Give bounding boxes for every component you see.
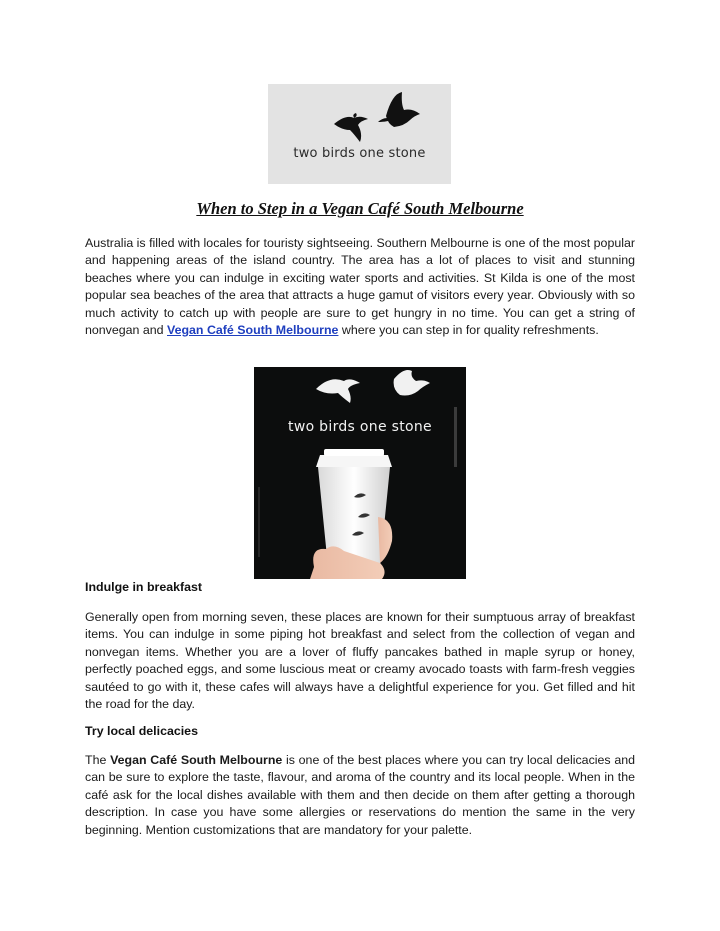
sign-text: two birds one stone xyxy=(288,419,432,435)
delicacies-text-start: The xyxy=(85,753,111,767)
delicacies-text-end: is one of the best places where you can try local delicacies and can be sure to explore the taste, flavour, and aroma of the country and its local people. When in the café ask for the local dishes available with them and then decide on them after getting a thorough description. In case you have some allergies or reservations do mention the same in the very beginning. Mention customizations that are mandatory for your palette. xyxy=(85,753,635,837)
delicacies-paragraph xyxy=(85,752,635,839)
birds-icon xyxy=(268,84,451,184)
intro-text-end: where you can step in for quality refreshments. xyxy=(338,323,599,338)
intro-paragraph xyxy=(85,235,635,339)
section-heading-local-delicacies: Try local delicacies xyxy=(85,724,198,738)
photo-illustration xyxy=(254,367,466,579)
vegan-cafe-link[interactable]: Vegan Café South Melbourne xyxy=(167,323,339,338)
logo-image xyxy=(268,84,451,184)
breakfast-paragraph: Generally open from morning seven, these places are known for their sumptuous array of breakfast items. You can indulge in some piping hot breakfast and select from the collection of vegan and nonvegan items. Whether you are a lover of fluffy pancakes bathed in maple syrup or honey, perfectly poached eggs, and some luscious meat or creamy avocado toasts with farm-fresh veggies sautéed to go with it, these cafes will always have a delightful experience for you. Get filled and hit the road for the day. xyxy=(85,610,635,712)
delicacies-bold-name: Vegan Café South Melbourne xyxy=(110,753,283,767)
page-title: When to Step in a Vegan Café South Melbourne xyxy=(196,199,524,218)
section-heading-breakfast: Indulge in breakfast xyxy=(85,580,203,594)
intro-text: Australia is filled with locales for touristy sightseeing. Southern Melbourne is one of the most popular and happening areas of the island country. The area has a lot of places to visit and stunning beaches where you can indulge in exciting water sports and activities. St Kilda is one of the most popular sea beaches of the area that attracts a huge gamut of visitors every year. Obviously with so much activity to catch up with people are sure to get hungry in no time. You can get a string of nonvegan and xyxy=(85,236,635,338)
logo-text: two birds one stone xyxy=(293,146,426,161)
cafe-cup-photo xyxy=(254,367,466,579)
